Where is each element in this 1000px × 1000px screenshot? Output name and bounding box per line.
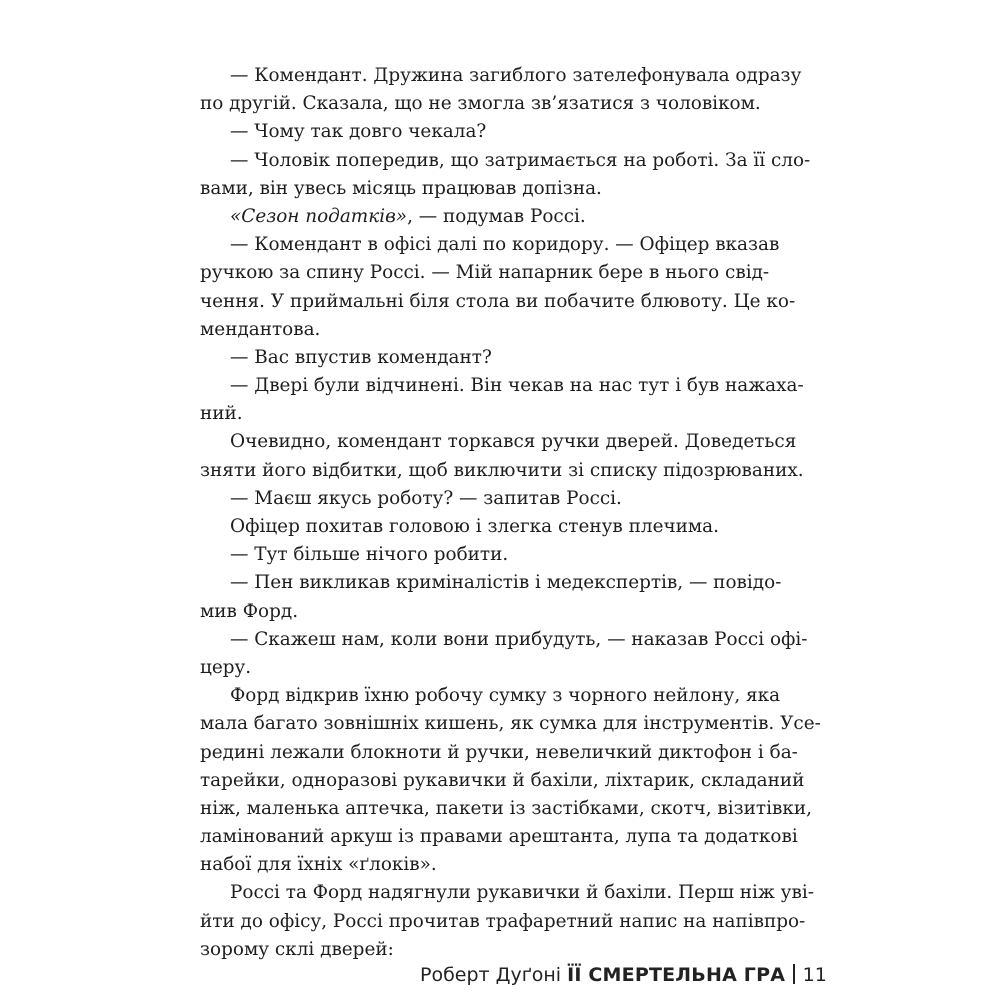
text-line: ний. <box>200 403 243 425</box>
text-line <box>200 203 766 231</box>
text-line: ніж, маленька аптечка, пакети із застібками, скотч, візитівки, <box>200 797 812 819</box>
text-run: , — подумав Россі. <box>407 205 586 227</box>
text-line: вами, він увесь місяць працював допізна. <box>200 177 602 199</box>
text-line: редині лежали блокноти й ручки, невеличкий диктофон і ба- <box>200 741 798 763</box>
text-line: — Чому так довго чекала? <box>230 121 487 143</box>
body-text <box>200 62 821 964</box>
text-line: — Скажеш нам, коли вони прибудуть, — наказав Россі офі- <box>230 628 808 650</box>
text-line: зняти його відбитки, щоб виключити зі списку підозрюваних. <box>200 459 804 481</box>
text-line: чення. У приймальні біля стола ви побачите блювоту. Це ко- <box>200 290 796 312</box>
text-line: — Комендант в офісі далі по коридору. — Офіцер вказав <box>230 234 780 256</box>
footer-author: Роберт Дуґоні <box>420 964 562 986</box>
text-line: набої для їхніх «ґлоків». <box>200 854 437 876</box>
text-line: — Чоловік попередив, що затримається на роботі. За її сло- <box>230 149 811 171</box>
text-line: — Пен викликав криміналістів і медекспертів, — повідо- <box>230 572 782 594</box>
page-number: 11 <box>802 964 827 986</box>
text-line: Очевидно, комендант торкався ручки дверей. Доведеться <box>230 431 797 453</box>
text-line: мив Форд. <box>200 600 299 622</box>
text-line: — Двері були відчинені. Він чекав на нас тут і був нажаха- <box>230 375 804 397</box>
text-line: церу. <box>200 656 252 678</box>
text-line: ламінований аркуш із правами арештанта, лупа та додаткові <box>200 826 798 848</box>
text-line: — Комендант. Дружина загиблого зателефонувала одразу <box>230 65 802 86</box>
text-line: тарейки, одноразові рукавички й бахіли, ліхтарик, складаний <box>200 769 805 791</box>
text-line: Россі та Форд надягнули рукавички й бахіли. Перш ніж уві- <box>230 882 814 904</box>
text-line: зорому склі дверей: <box>200 938 394 960</box>
text-line: по другій. Сказала, що не змогла зв’язатися з чоловіком. <box>200 93 761 115</box>
text-line: ручкою за спину Россі. — Мій напарник бере в нього свід- <box>200 262 770 284</box>
footer-separator <box>793 964 795 984</box>
text-line: Офіцер похитав головою і злегка стенув плечима. <box>230 516 719 537</box>
text-line: мендантова. <box>200 318 321 340</box>
footer-book-title: ЇЇ СМЕРТЕЛЬНА ГРА <box>567 964 786 986</box>
italic-text: «Сезон податків» <box>230 205 408 227</box>
text-line: — Маєш якусь роботу? — запитав Россі. <box>230 487 622 509</box>
text-line: йти до офісу, Россі прочитав трафаретний напис на напівпро- <box>200 910 806 932</box>
text-line: — Вас впустив комендант? <box>230 346 492 368</box>
page-footer <box>420 960 827 990</box>
text-line: Форд відкрив їхню робочу сумку з чорного нейлону, яка <box>230 685 781 707</box>
text-line: мала багато зовнішніх кишень, як сумка для інструментів. Усе- <box>200 713 821 735</box>
text-line: — Тут більше нічого робити. <box>230 544 509 566</box>
